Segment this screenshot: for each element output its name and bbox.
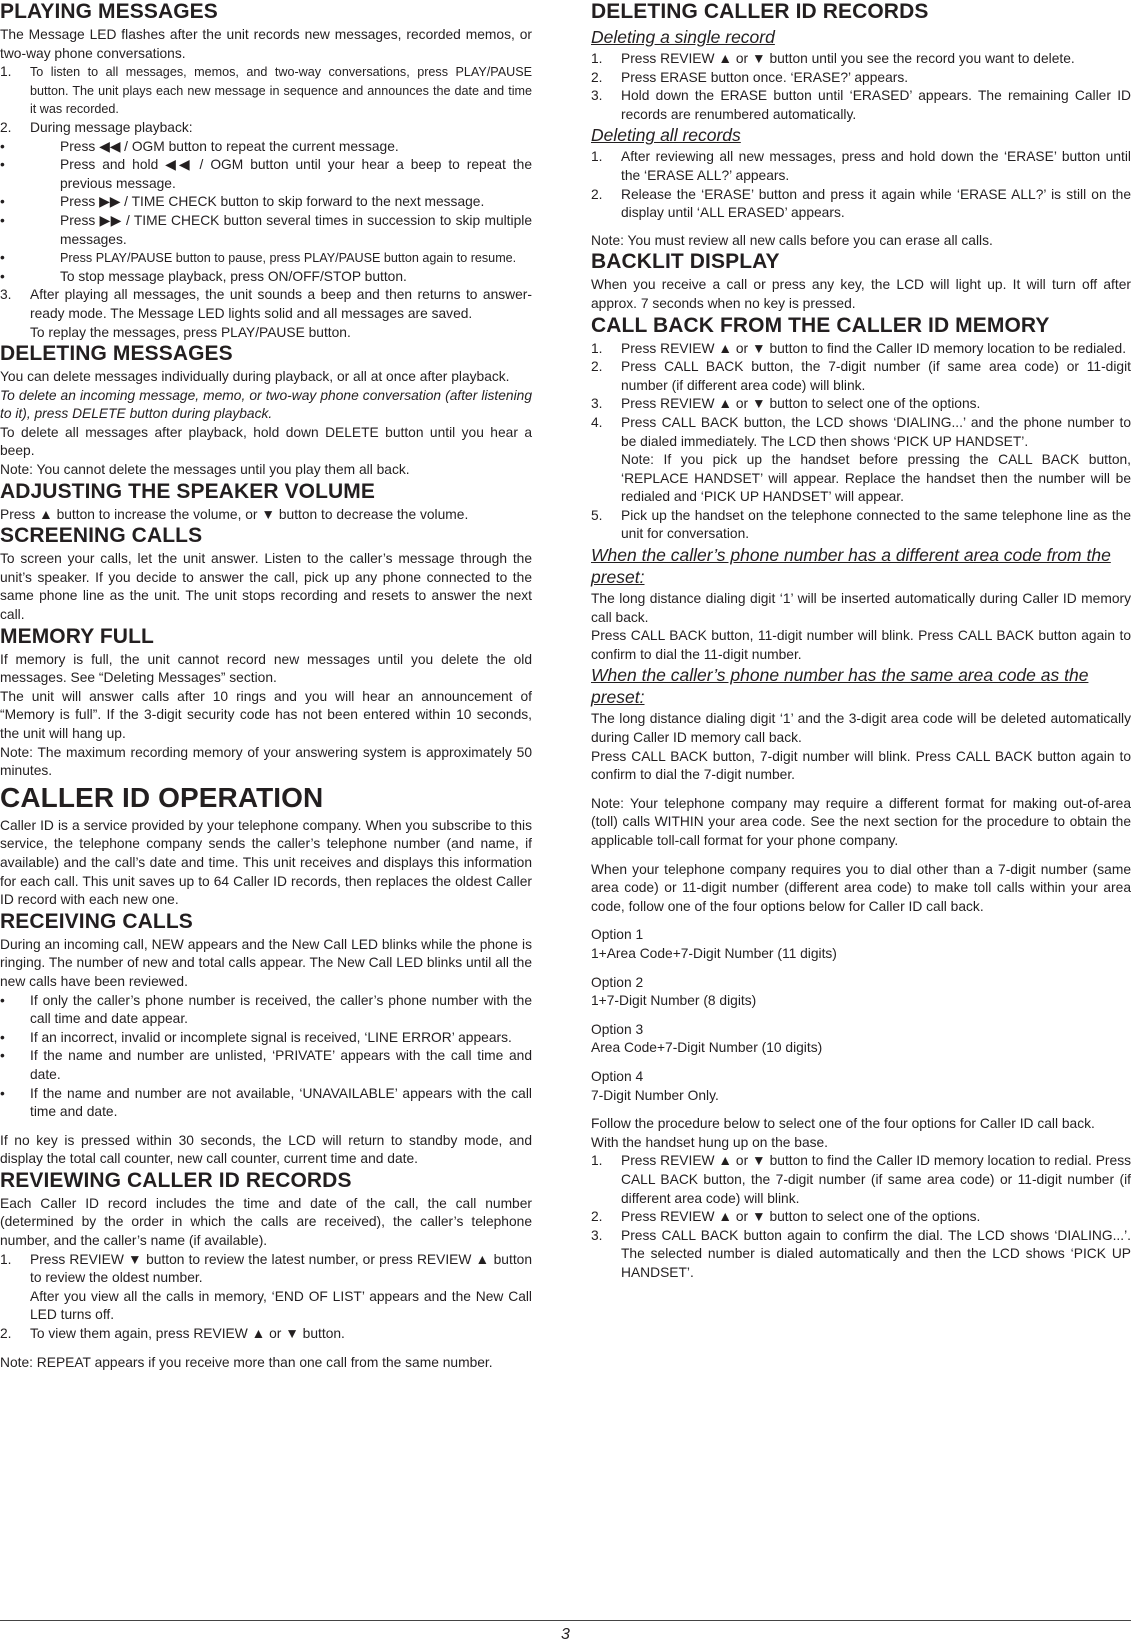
heading-caller-id-operation: CALLER ID OPERATION	[0, 781, 324, 813]
memory-p2: The unit will answer calls after 10 rings and you will hear an announcement of “Memory is full”. If the 3-digit security code has not been entered within 10 seconds, the unit will hang up.	[0, 688, 532, 741]
receiving-bullet-4: • If the name and number are not available, ‘UNAVAILABLE’ appears with the call time and date.	[0, 1085, 532, 1122]
footer-rule	[0, 1620, 1131, 1621]
callback-p2: When your telephone company requires you to dial other than a 7-digit number (same area code) or 11-digit number (different area code) to make toll calls within your area code, follow one of the four options below for Caller ID call back.	[591, 861, 1131, 914]
option-2: Option 2 1+7-Digit Number (8 digits)	[591, 974, 757, 1009]
receiving-bullet-3: • If the name and number are unlisted, ‘PRIVATE’ appears with the call time and date.	[0, 1047, 532, 1084]
option-select-step-3: 3. Press CALL BACK button again to confirm the dial. The LCD shows ‘DIALING...’. The selected number is dialed automatically and then the LCD shows ‘PICK UP HANDSET’.	[591, 1227, 1131, 1280]
option-select-step-2: 2. Press REVIEW ▲ or ▼ button to select one of the options.	[591, 1209, 981, 1225]
reviewing-note: Note: REPEAT appears if you receive more than one call from the same number.	[0, 1354, 493, 1370]
follow-p1: Follow the procedure below to select one of the four options for Caller ID call back.	[591, 1116, 1095, 1132]
reviewing-step-2: 2. To view them again, press REVIEW ▲ or ▼ button.	[0, 1326, 345, 1342]
callerid-p1: Caller ID is a service provided by your telephone company. When you subscribe to this service, the telephone company sends the caller’s telephone number (and name, if available) and the call’s date and time. This unit receives and displays this information for each call. This unit saves up to 64 Caller ID records, then replaces the oldest Caller ID record with each new one.	[0, 817, 532, 908]
different-area-p1: The long distance dialing digit ‘1’ will be inserted automatically during Caller ID memory call back.	[591, 591, 1131, 625]
callback-step-2: 2. Press CALL BACK button, the 7-digit number (if same area code) or 11-digit number (if different area code) will blink.	[591, 359, 1131, 393]
receiving-p2: If no key is pressed within 30 seconds, the LCD will return to standby mode, and display the total call counter, new call counter, current time and date.	[0, 1132, 532, 1167]
delete-single-steps	[591, 50, 1131, 124]
reviewing-steps	[0, 1251, 532, 1344]
delete-single-step-2: 2. Press ERASE button once. ‘ERASE?’ appears.	[591, 69, 909, 85]
backlit-p1: When you receive a call or press any key, the LCD will light up. It will turn off after approx. 7 seconds when no key is pressed.	[591, 277, 1131, 311]
deleting-p1: You can delete messages individually during playback, or all at once after playback.	[0, 369, 510, 385]
playing-bullet-3: • Press ▶▶ / TIME CHECK button to skip forward to the next message.	[0, 193, 532, 212]
playing-bullet-1: • Press ◀◀ / OGM button to repeat the current message.	[0, 138, 532, 157]
same-area-p2: Press CALL BACK button, 7-digit number will blink. Press CALL BACK button again to confirm to dial the 7-digit number.	[591, 748, 1131, 783]
heading-reviewing-records: REVIEWING CALLER ID RECORDS	[0, 1168, 352, 1192]
delete-single-step-1: 1. Press REVIEW ▲ or ▼ button until you see the record you want to delete.	[591, 51, 1075, 66]
callback-step-5: 5. Pick up the handset on the telephone connected to the same telephone line as the unit for conversation.	[591, 507, 1131, 542]
deleting-p3: To delete all messages after playback, hold down DELETE button until you hear a beep.	[0, 424, 532, 459]
memory-p1: If memory is full, the unit cannot record new messages until you delete the old messages. See “Deleting Messages” section.	[0, 651, 532, 686]
option-1: Option 1 1+Area Code+7-Digit Number (11 digits)	[591, 927, 837, 961]
deleting-p2: To delete an incoming message, memo, or two-way phone conversation (after listening to it), press DELETE button during playback.	[0, 387, 532, 422]
heading-memory-full: MEMORY FULL	[0, 624, 154, 648]
callback-note: Note: Your telephone company may require a different format for making out-of-area (toll) calls WITHIN your area code. See the next section for the procedure to obtain the applicable toll-call format for your phone company.	[591, 795, 1131, 848]
heading-call-back: CALL BACK FROM THE CALLER ID MEMORY	[591, 313, 1050, 337]
memory-note: Note: The maximum recording memory of your answering system is approximately 50 minutes.	[0, 744, 532, 779]
playing-bullet-4: • Press ▶▶ / TIME CHECK button several times in succession to skip multiple messages.	[0, 212, 532, 249]
callback-step-4: 4. Press CALL BACK button, the LCD shows ‘DIALING...’ and the phone number to be dialed immediately. The LCD then shows ‘PICK UP HANDSET’. Note: If you pick up the handset before pressing the CALL BACK button, ‘REPLACE HANDSET’ will appear. Replace the handset then the number will be redialed and ‘PICK UP HANDSET’ will appear.	[591, 414, 1131, 505]
playing-steps-cont	[0, 286, 532, 342]
delcid-note: Note: You must review all new calls before you can erase all calls.	[591, 232, 993, 248]
heading-receiving-calls: RECEIVING CALLS	[0, 909, 193, 933]
callback-steps	[591, 340, 1131, 545]
option-4: Option 4 7-Digit Number Only.	[591, 1068, 719, 1103]
deleting-note: Note: You cannot delete the messages until you play them all back.	[0, 462, 410, 478]
heading-playing-messages: PLAYING MESSAGES	[0, 0, 218, 23]
delete-all-steps	[591, 148, 1131, 222]
different-area-p2: Press CALL BACK button, 11-digit number will blink. Press CALL BACK button again to confirm to dial the 11-digit number.	[591, 628, 1131, 662]
playing-bullet-5: • Press PLAY/PAUSE button to pause, press PLAY/PAUSE button again to resume.	[0, 249, 532, 268]
playing-intro: The Message LED flashes after the unit records new messages, recorded memos, or two-way phone conversations.	[0, 27, 532, 61]
receiving-bullet-2: • If an incorrect, invalid or incomplete signal is received, ‘LINE ERROR’ appears.	[0, 1029, 532, 1048]
left-column	[0, 0, 532, 1372]
playing-step-1: 1. To listen to all messages, memos, and two-way conversations, press PLAY/PAUSE button. The unit plays each new message in sequence and announces the date and time it was recorded.	[0, 64, 532, 117]
subheading-delete-single: Deleting a single record	[591, 27, 775, 47]
receiving-p1: During an incoming call, NEW appears and the New Call LED blinks while the phone is ringing. The number of new and total calls appear. The New Call LED blinks until all the new calls have been reviewed.	[0, 936, 532, 989]
callback-step-3: 3. Press REVIEW ▲ or ▼ button to select one of the options.	[591, 396, 981, 412]
heading-screening-calls: SCREENING CALLS	[0, 524, 203, 548]
delete-single-step-3: 3. Hold down the ERASE button until ‘ERASED’ appears. The remaining Caller ID records are renumbered automatically.	[591, 88, 1131, 122]
volume-p1: Press ▲ button to increase the volume, or ▼ button to decrease the volume.	[0, 506, 469, 522]
option-3: Option 3 Area Code+7-Digit Number (10 digits)	[591, 1021, 823, 1056]
subheading-different-area-code: When the caller’s phone number has a different area code from the preset:	[591, 545, 1111, 588]
reviewing-step-1: 1. Press REVIEW ▼ button to review the latest number, or press REVIEW ▲ button to review the oldest number. After you view all the calls in memory, ‘END OF LIST’ appears and the New Call LED turns off.	[0, 1251, 532, 1323]
heading-deleting-cid-records: DELETING CALLER ID RECORDS	[591, 0, 929, 23]
heading-speaker-volume: ADJUSTING THE SPEAKER VOLUME	[0, 479, 376, 503]
option-select-step-1: 1. Press REVIEW ▲ or ▼ button to find the Caller ID memory location to redial. Press CALL BACK button, the 7-digit number (if same area code) or 11-digit number (if different area code) will blink.	[591, 1153, 1131, 1206]
follow-p2: With the handset hung up on the base.	[591, 1134, 829, 1150]
subheading-same-area-code: When the caller’s phone number has the same area code as the preset:	[591, 665, 1089, 708]
heading-backlit-display: BACKLIT DISPLAY	[591, 250, 780, 274]
delete-all-step-2: 2. Release the ‘ERASE’ button and press it again while ‘ERASE ALL?’ is still on the display until ‘ALL ERASED’ appears.	[591, 186, 1131, 221]
playing-steps	[0, 63, 532, 137]
playing-step-3: 3. After playing all messages, the unit sounds a beep and then returns to answer-ready mode. The Message LED lights solid and all messages are saved. To replay the messages, press PLAY/PAUSE button.	[0, 287, 532, 340]
page-number: 3	[561, 1626, 570, 1643]
playing-bullet-2: • Press and hold ◀◀ / OGM button until your hear a beep to repeat the previous message.	[0, 156, 532, 193]
same-area-p1: The long distance dialing digit ‘1’ and the 3-digit area code will be deleted automatically during Caller ID memory call back.	[591, 711, 1131, 746]
receiving-bullet-1: • If only the caller’s phone number is received, the caller’s phone number with the call time and date appear.	[0, 992, 532, 1029]
delete-all-step-1: 1. After reviewing all new messages, press and hold down the ‘ERASE’ button until the ‘ERASE ALL?’ appears.	[591, 149, 1131, 183]
playing-step-2: 2. During message playback:	[0, 119, 193, 135]
option-select-steps	[591, 1152, 1131, 1282]
right-column	[591, 0, 1131, 1282]
callback-step-1: 1. Press REVIEW ▲ or ▼ button to find the Caller ID memory location to be redialed.	[591, 340, 1127, 356]
heading-deleting-messages: DELETING MESSAGES	[0, 342, 233, 366]
playing-bullet-6: • To stop message playback, press ON/OFF/STOP button.	[0, 268, 532, 287]
reviewing-p1: Each Caller ID record includes the time and date of the call, the call number (determined by the order in which the calls are received), the caller’s telephone number, and the caller’s name (if available).	[0, 1195, 532, 1249]
subheading-delete-all: Deleting all records	[591, 125, 741, 146]
screening-p1: To screen your calls, let the unit answer. Listen to the caller’s message through the unit’s speaker. If you decide to answer the call, pick up any phone connected to the same phone line as the unit. The unit stops recording and resets to answer the next call.	[0, 551, 532, 623]
